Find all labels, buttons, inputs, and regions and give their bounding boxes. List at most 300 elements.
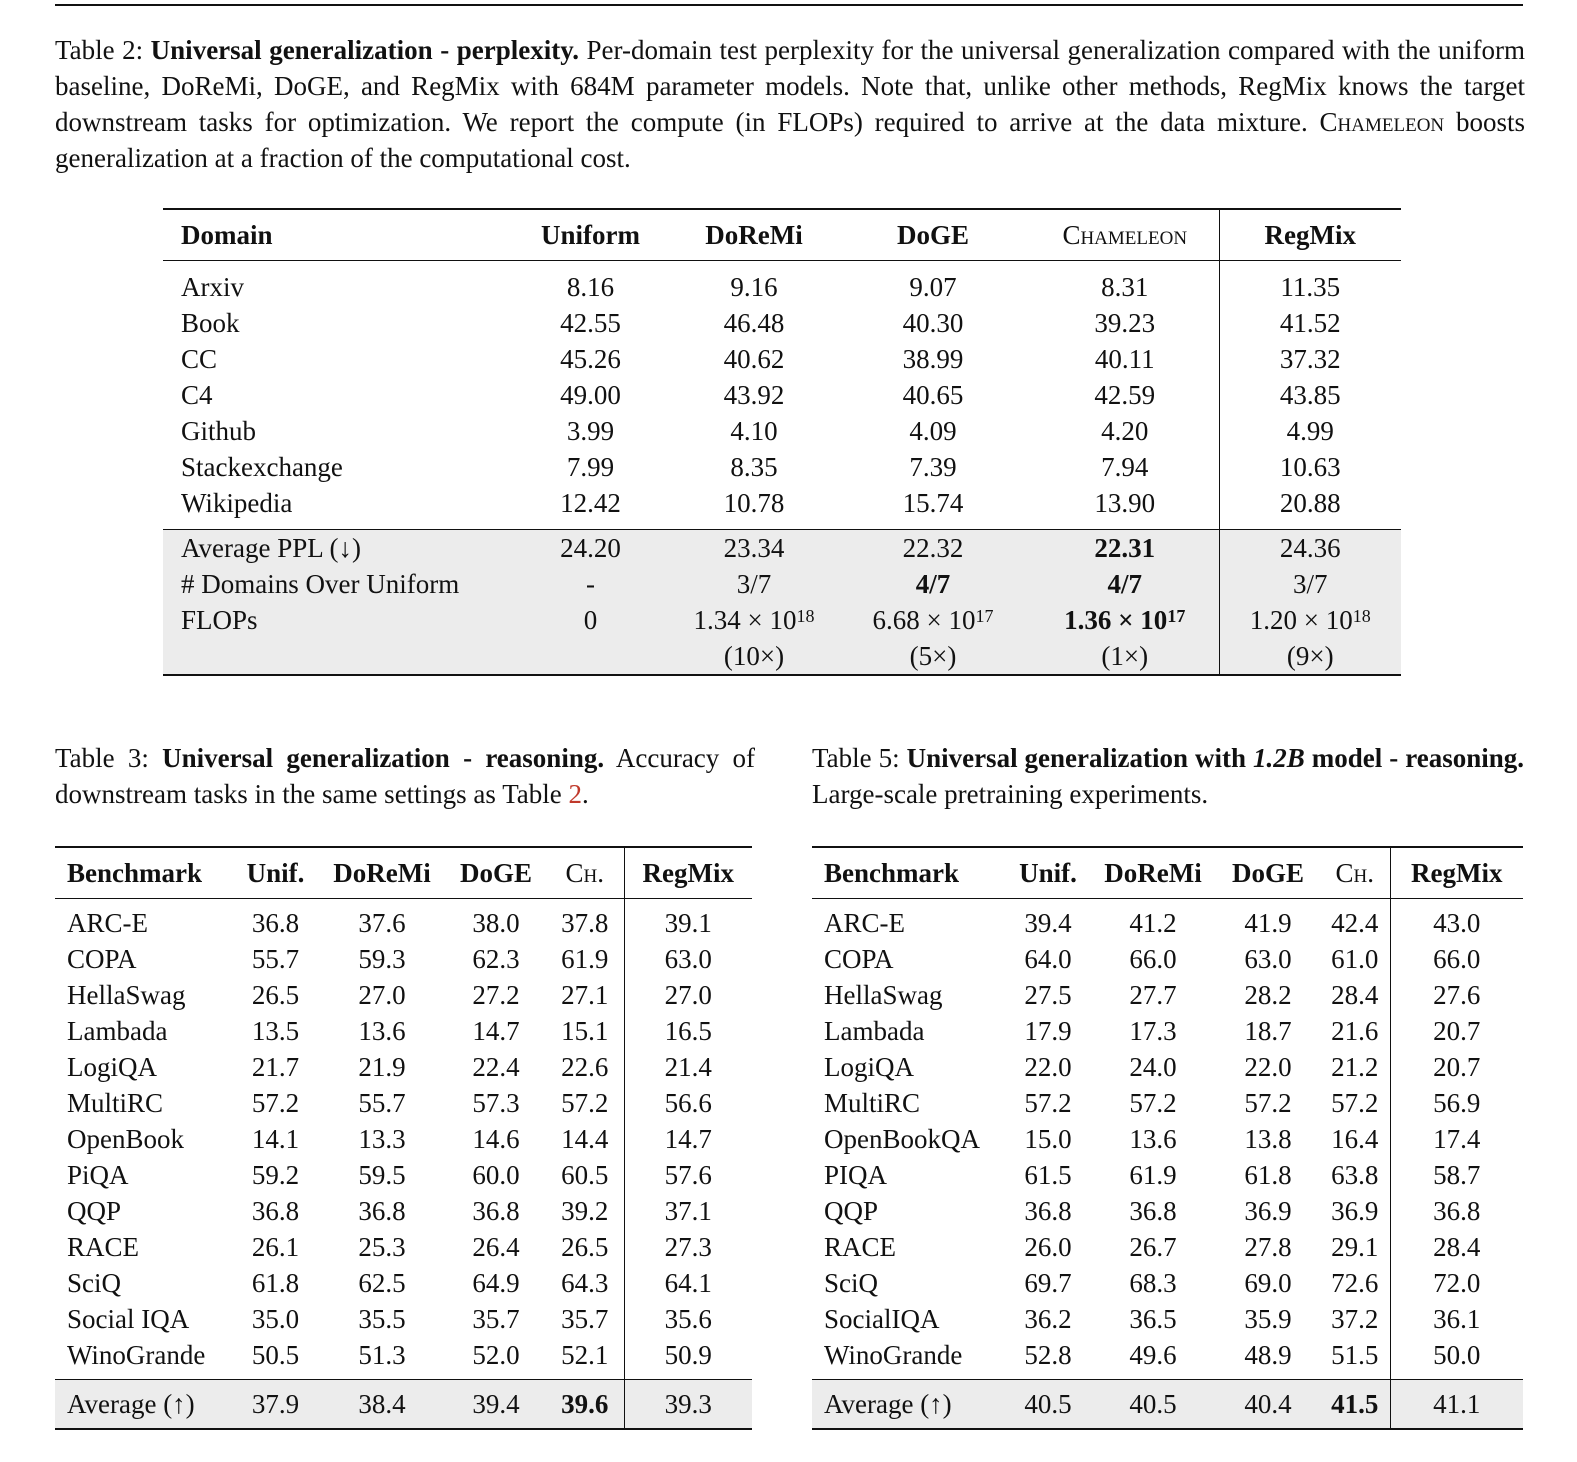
table-cell: 60.5 bbox=[561, 1160, 609, 1190]
table-row bbox=[163, 341, 1401, 377]
row-label: PiQA bbox=[67, 1160, 129, 1190]
table-cell: 11.35 bbox=[1219, 269, 1401, 305]
table-cell: 40.5 bbox=[1006, 1380, 1090, 1430]
table-cell: 26.4 bbox=[472, 1232, 520, 1262]
table-cell: 20.7 bbox=[1390, 1049, 1523, 1085]
table-cell: 56.9 bbox=[1390, 1085, 1523, 1121]
table-cell: 10.63 bbox=[1219, 449, 1401, 485]
table-cell: 35.6 bbox=[624, 1301, 752, 1337]
table-cell: 64.1 bbox=[624, 1265, 752, 1301]
table-row bbox=[812, 1013, 1523, 1049]
table-row bbox=[812, 1265, 1523, 1301]
table3-header-doge: DoGE bbox=[459, 857, 532, 888]
table-cell: 59.5 bbox=[358, 1160, 406, 1190]
table-cell: 57.2 bbox=[1129, 1088, 1177, 1118]
table-cell: 45.26 bbox=[560, 344, 621, 374]
table-cell: 21.9 bbox=[358, 1052, 406, 1082]
table-cell: 36.8 bbox=[251, 908, 300, 938]
table-cell: 16.4 bbox=[1331, 1124, 1379, 1154]
row-label: Github bbox=[181, 416, 257, 446]
table-cell: 39.2 bbox=[561, 1196, 609, 1226]
table-cell: 36.2 bbox=[1024, 1304, 1072, 1334]
table3-header-benchmark: Benchmark bbox=[67, 857, 202, 888]
row-label: QQP bbox=[824, 1196, 879, 1226]
table5-caption-title-a: Universal generalization with bbox=[906, 743, 1247, 773]
table-cell: 23.34 bbox=[673, 530, 835, 567]
row-label: LogiQA bbox=[67, 1052, 157, 1082]
table-cell: 13.6 bbox=[1129, 1124, 1177, 1154]
table3-avg-row bbox=[55, 1380, 752, 1430]
table-cell: 14.7 bbox=[624, 1121, 752, 1157]
table5-header-unif: Unif. bbox=[1019, 857, 1077, 888]
table-cell: 14.7 bbox=[472, 1016, 520, 1046]
table-cell: 28.4 bbox=[1390, 1229, 1523, 1265]
table-cell: 64.3 bbox=[561, 1268, 609, 1298]
table-cell: 21.7 bbox=[251, 1052, 300, 1082]
table-row bbox=[55, 1013, 752, 1049]
table-cell: (10×) bbox=[673, 638, 835, 675]
table-cell: 68.3 bbox=[1129, 1268, 1177, 1298]
table2-header-doremi: DoReMi bbox=[705, 219, 803, 250]
table-cell-best: 4/7 bbox=[1031, 566, 1219, 602]
table-cell: 26.5 bbox=[251, 980, 300, 1010]
table-cell: 27.5 bbox=[1024, 980, 1072, 1010]
table-cell: 64.0 bbox=[1024, 944, 1072, 974]
table3-caption-text: Accuracy of downstream tasks in the same settings as Table bbox=[55, 743, 756, 809]
table-row bbox=[812, 977, 1523, 1013]
table-cell: 48.9 bbox=[1244, 1340, 1292, 1370]
table-row bbox=[812, 1301, 1523, 1337]
table-cell: 55.7 bbox=[358, 1088, 406, 1118]
row-label: MultiRC bbox=[67, 1088, 164, 1118]
table-cell: 39.1 bbox=[624, 905, 752, 941]
table3-header-doremi: DoReMi bbox=[333, 857, 431, 888]
table-cell: 63.0 bbox=[624, 941, 752, 977]
table-cell: 26.1 bbox=[251, 1232, 300, 1262]
table2-header-uniform: Uniform bbox=[541, 219, 640, 250]
row-label: RACE bbox=[67, 1232, 140, 1262]
table-cell: 26.5 bbox=[561, 1232, 609, 1262]
table-cell-best: 22.31 bbox=[1031, 530, 1219, 567]
table-row bbox=[812, 1337, 1523, 1373]
table-row bbox=[55, 1121, 752, 1157]
table-cell: 13.5 bbox=[251, 1016, 300, 1046]
table5-header-row bbox=[812, 847, 1523, 899]
table-cell: 37.8 bbox=[561, 908, 609, 938]
table3-body bbox=[55, 905, 752, 1373]
row-label: OpenBookQA bbox=[824, 1124, 980, 1154]
table-cell-flops-best bbox=[1031, 602, 1219, 638]
table-cell: 26.7 bbox=[1129, 1232, 1177, 1262]
table-cell: 4.09 bbox=[909, 416, 957, 446]
flops-exponent: 18 bbox=[1352, 606, 1371, 626]
table-cell: 72.6 bbox=[1331, 1268, 1379, 1298]
table-cell: 59.3 bbox=[358, 944, 406, 974]
table-cell: 13.3 bbox=[358, 1124, 406, 1154]
table2-domains-label: # Domains Over Uniform bbox=[163, 566, 508, 602]
table-cell: 13.6 bbox=[358, 1016, 406, 1046]
table-row bbox=[812, 941, 1523, 977]
table-cell: 43.0 bbox=[1390, 905, 1523, 941]
table-row bbox=[55, 1337, 752, 1373]
table-cell: 56.6 bbox=[624, 1085, 752, 1121]
table-cell: 20.7 bbox=[1390, 1013, 1523, 1049]
table-row bbox=[55, 1049, 752, 1085]
table-cell: 39.4 bbox=[446, 1380, 546, 1430]
table-cell: (9×) bbox=[1219, 638, 1401, 675]
table5-header-doremi: DoReMi bbox=[1104, 857, 1202, 888]
table2-avg-row bbox=[163, 530, 1401, 567]
table-cell: 57.2 bbox=[251, 1088, 300, 1118]
row-label: QQP bbox=[67, 1196, 122, 1226]
table-cell: 40.30 bbox=[902, 308, 964, 338]
table-row bbox=[812, 1121, 1523, 1157]
table-row bbox=[812, 905, 1523, 941]
table-cell: 43.85 bbox=[1219, 377, 1401, 413]
table-cell: 42.59 bbox=[1094, 380, 1156, 410]
row-label: Wikipedia bbox=[181, 488, 293, 518]
table-cell: 9.16 bbox=[730, 272, 778, 302]
table-cell: 22.0 bbox=[1024, 1052, 1072, 1082]
row-label: Social IQA bbox=[67, 1304, 190, 1334]
table3-caption-label: Table 3: bbox=[55, 743, 149, 773]
table-cell: 63.0 bbox=[1244, 944, 1292, 974]
table-row bbox=[55, 1229, 752, 1265]
table-cell: 29.1 bbox=[1331, 1232, 1379, 1262]
table-cell: 15.0 bbox=[1024, 1124, 1072, 1154]
table-cell: 57.3 bbox=[472, 1088, 520, 1118]
table-cell: 17.4 bbox=[1390, 1121, 1523, 1157]
table-cell: 24.36 bbox=[1219, 530, 1401, 567]
table-cell: 40.65 bbox=[902, 380, 964, 410]
table-cell: 39.4 bbox=[1024, 908, 1072, 938]
table-cell: 57.2 bbox=[1024, 1088, 1072, 1118]
table-cell: 37.6 bbox=[358, 908, 406, 938]
table3-header-unif: Unif. bbox=[246, 857, 305, 888]
table3-avg-label: Average (↑) bbox=[55, 1380, 233, 1430]
row-label: SciQ bbox=[824, 1268, 878, 1298]
table-cell-best: 41.5 bbox=[1320, 1380, 1390, 1430]
table-cell: 62.5 bbox=[358, 1268, 406, 1298]
table-cell: 3/7 bbox=[673, 566, 835, 602]
row-label: WinoGrande bbox=[824, 1340, 963, 1370]
table-row bbox=[55, 1193, 752, 1229]
table-cell: 28.2 bbox=[1244, 980, 1292, 1010]
table-cell: 49.6 bbox=[1129, 1340, 1177, 1370]
table-cell: 27.3 bbox=[624, 1229, 752, 1265]
table-cell: 35.9 bbox=[1244, 1304, 1292, 1334]
table-cell: 72.0 bbox=[1390, 1265, 1523, 1301]
table5-reasoning-1.2b bbox=[812, 846, 1523, 1430]
table-cell: 27.8 bbox=[1244, 1232, 1292, 1262]
table2-domains-row bbox=[163, 566, 1401, 602]
table-cell: 57.2 bbox=[1331, 1088, 1379, 1118]
table-cell: 51.5 bbox=[1331, 1340, 1379, 1370]
table-cell: 15.1 bbox=[561, 1016, 609, 1046]
row-label: Stackexchange bbox=[181, 452, 343, 482]
table-cell: 38.4 bbox=[318, 1380, 446, 1430]
row-label: CC bbox=[181, 344, 218, 374]
flops-exponent: 18 bbox=[796, 606, 815, 626]
table-cell: 64.9 bbox=[472, 1268, 520, 1298]
table-row bbox=[163, 269, 1401, 305]
row-label: Book bbox=[181, 308, 240, 338]
table-cell: 12.42 bbox=[560, 488, 621, 518]
table-cell: 52.1 bbox=[561, 1340, 609, 1370]
table-cell: 69.0 bbox=[1244, 1268, 1292, 1298]
row-label: Lambada bbox=[824, 1016, 925, 1046]
table-cell: 35.7 bbox=[561, 1304, 609, 1334]
table-cell: 7.99 bbox=[566, 452, 615, 482]
flops-mantissa: 1.34 × 10 bbox=[693, 605, 797, 635]
row-label: OpenBook bbox=[67, 1124, 184, 1154]
table2-body bbox=[163, 269, 1401, 521]
table-cell: 18.7 bbox=[1244, 1016, 1292, 1046]
row-label: MultiRC bbox=[824, 1088, 921, 1118]
table-cell: 10.78 bbox=[723, 488, 785, 518]
row-label: SciQ bbox=[67, 1268, 121, 1298]
table-cell: 61.0 bbox=[1331, 944, 1379, 974]
table-cell: 35.5 bbox=[358, 1304, 406, 1334]
table-cell: 38.0 bbox=[472, 908, 520, 938]
table-cell: 27.1 bbox=[561, 980, 609, 1010]
table-cell: 35.7 bbox=[472, 1304, 520, 1334]
table-cell: (5×) bbox=[835, 638, 1031, 675]
table-cell: 61.8 bbox=[1244, 1160, 1292, 1190]
table-cell: 9.07 bbox=[909, 272, 957, 302]
table-cell: 69.7 bbox=[1024, 1268, 1072, 1298]
table-cell: 36.5 bbox=[1129, 1304, 1177, 1334]
page-top-rule bbox=[55, 4, 1523, 6]
table-cell: 27.2 bbox=[472, 980, 520, 1010]
table-cell-flops bbox=[1219, 602, 1401, 638]
row-label: C4 bbox=[181, 380, 213, 410]
table-cell: 24.20 bbox=[508, 530, 673, 567]
row-label: WinoGrande bbox=[67, 1340, 206, 1370]
table-cell: 25.3 bbox=[358, 1232, 406, 1262]
table-cell: 50.9 bbox=[624, 1337, 752, 1373]
table-cell: 66.0 bbox=[1129, 944, 1177, 974]
table-cell: 14.1 bbox=[251, 1124, 300, 1154]
table2-header-domain: Domain bbox=[181, 219, 273, 250]
table2-ratio-row bbox=[163, 638, 1401, 675]
table-cell: 37.2 bbox=[1331, 1304, 1379, 1334]
row-label: COPA bbox=[67, 944, 137, 974]
table-cell: 4.20 bbox=[1101, 416, 1149, 446]
table3-header-regmix: RegMix bbox=[624, 847, 752, 899]
table2-caption-label: Table 2: bbox=[55, 35, 144, 65]
table-cell: 50.5 bbox=[251, 1340, 300, 1370]
table-cell: 37.1 bbox=[624, 1193, 752, 1229]
table2-caption-tail: boosts generalization at a fraction of the computational cost. bbox=[55, 107, 1525, 173]
table-cell: 24.0 bbox=[1129, 1052, 1177, 1082]
table-cell: 66.0 bbox=[1390, 941, 1523, 977]
table-cell: 36.9 bbox=[1331, 1196, 1379, 1226]
table-cell: 42.4 bbox=[1331, 908, 1379, 938]
flops-exponent: 17 bbox=[975, 606, 994, 626]
table-cell: 39.23 bbox=[1094, 308, 1156, 338]
table5-header-doge: DoGE bbox=[1231, 857, 1304, 888]
table-cell: 63.8 bbox=[1331, 1160, 1379, 1190]
table5-header-regmix: RegMix bbox=[1390, 847, 1523, 899]
row-label: RACE bbox=[824, 1232, 897, 1262]
table-cell: 36.8 bbox=[472, 1196, 520, 1226]
table-cell: 7.39 bbox=[909, 452, 957, 482]
table-cell: 21.4 bbox=[624, 1049, 752, 1085]
row-label: PIQA bbox=[824, 1160, 888, 1190]
table-cell: 4.99 bbox=[1219, 413, 1401, 449]
table-cell: 4.10 bbox=[730, 416, 778, 446]
table3-caption: Table 3: Universal generalization - reasoning. Accuracy of downstream tasks in the same settings as Table 2. bbox=[55, 743, 756, 809]
table-row bbox=[812, 1229, 1523, 1265]
row-label: ARC-E bbox=[824, 908, 905, 938]
table-cell: 36.8 bbox=[1129, 1196, 1177, 1226]
row-label: HellaSwag bbox=[67, 980, 186, 1010]
row-label: Arxiv bbox=[181, 272, 244, 302]
table-cell: 27.0 bbox=[624, 977, 752, 1013]
table3-caption-title: Universal generalization - reasoning. bbox=[162, 743, 605, 773]
table2-caption-method: Chameleon bbox=[1319, 107, 1445, 137]
table-cell: 49.00 bbox=[560, 380, 621, 410]
table-row bbox=[163, 485, 1401, 521]
table-cell: 57.6 bbox=[624, 1157, 752, 1193]
table-row bbox=[812, 1157, 1523, 1193]
row-label: HellaSwag bbox=[824, 980, 943, 1010]
table-cell: 3.99 bbox=[566, 416, 615, 446]
table-cell: 59.2 bbox=[251, 1160, 300, 1190]
table-cell: 55.7 bbox=[251, 944, 300, 974]
table-cell: 62.3 bbox=[472, 944, 520, 974]
table-cell: 50.0 bbox=[1390, 1337, 1523, 1373]
table2-avg-label: Average PPL (↓) bbox=[163, 530, 508, 567]
table-cell: 61.9 bbox=[561, 944, 609, 974]
table5-caption-title-b: model - reasoning. bbox=[1311, 743, 1525, 773]
table2-caption bbox=[55, 32, 1525, 176]
table-cell: 38.99 bbox=[902, 344, 964, 374]
table-cell: 36.8 bbox=[358, 1196, 406, 1226]
table-cell: 39.3 bbox=[624, 1380, 752, 1430]
row-label: SocialIQA bbox=[824, 1304, 940, 1334]
table-cell: 36.8 bbox=[1024, 1196, 1072, 1226]
table-cell: 40.62 bbox=[723, 344, 785, 374]
table5-header-benchmark: Benchmark bbox=[824, 857, 959, 888]
table-cell: 22.4 bbox=[472, 1052, 520, 1082]
table2-caption-text: Per-domain test perplexity for the universal generalization compared with the uniform baseline, DoReMi, DoGE, and RegMix with 684M parameter models. Note that, unlike other methods, RegMix knows the target downstream tasks for optimization. We report the compute (in FLOPs) required to arrive at the data mixture. bbox=[55, 35, 1526, 137]
table-cell: 13.90 bbox=[1094, 488, 1156, 518]
table-cell: 52.0 bbox=[472, 1340, 520, 1370]
table-cell: 3/7 bbox=[1219, 566, 1401, 602]
table-cell: 7.94 bbox=[1101, 452, 1149, 482]
table2-header-row bbox=[163, 209, 1401, 261]
table-cell: (1×) bbox=[1031, 638, 1219, 675]
row-label: COPA bbox=[824, 944, 894, 974]
table-cell: 51.3 bbox=[358, 1340, 406, 1370]
table-row bbox=[163, 377, 1401, 413]
table5-avg-label: Average (↑) bbox=[812, 1380, 1006, 1430]
table-cell-flops bbox=[835, 602, 1031, 638]
table5-header-ch: Ch. bbox=[1335, 857, 1374, 888]
table-cell: 41.1 bbox=[1390, 1380, 1523, 1430]
row-label: Lambada bbox=[67, 1016, 168, 1046]
table-cell: 26.0 bbox=[1024, 1232, 1072, 1262]
table2-flops-label: FLOPs bbox=[163, 602, 508, 638]
table-cell: 27.0 bbox=[358, 980, 406, 1010]
table-cell-flops bbox=[673, 602, 835, 638]
table-cell: 21.6 bbox=[1331, 1016, 1379, 1046]
table-cell: 41.52 bbox=[1219, 305, 1401, 341]
table-cell: 61.5 bbox=[1024, 1160, 1072, 1190]
table3-caption-ref-link[interactable]: 2 bbox=[568, 779, 583, 809]
table2-perplexity bbox=[163, 208, 1401, 676]
table-row bbox=[163, 413, 1401, 449]
table2-caption-title: Universal generalization - perplexity. bbox=[150, 35, 579, 65]
table-cell: 37.32 bbox=[1219, 341, 1401, 377]
table-row bbox=[163, 305, 1401, 341]
table-cell: 40.11 bbox=[1094, 344, 1155, 374]
table-cell: 8.16 bbox=[566, 272, 615, 302]
table-row bbox=[55, 1157, 752, 1193]
table-row bbox=[55, 977, 752, 1013]
table5-caption-label: Table 5: bbox=[812, 743, 900, 773]
table2-header-regmix: RegMix bbox=[1219, 209, 1401, 261]
table-cell: 0 bbox=[508, 602, 673, 638]
table-cell: 42.55 bbox=[560, 308, 621, 338]
table-cell: 61.8 bbox=[251, 1268, 300, 1298]
table-cell: 41.2 bbox=[1129, 908, 1177, 938]
table5-caption-text: Large-scale pretraining experiments. bbox=[812, 779, 1209, 809]
table-cell: 43.92 bbox=[723, 380, 785, 410]
table2-flops-row bbox=[163, 602, 1401, 638]
table-cell: 61.9 bbox=[1129, 1160, 1177, 1190]
table-cell: 40.4 bbox=[1216, 1380, 1320, 1430]
table-cell: - bbox=[508, 566, 673, 602]
table-row bbox=[55, 941, 752, 977]
table-cell: 57.2 bbox=[1244, 1088, 1292, 1118]
table-cell: 57.2 bbox=[561, 1088, 609, 1118]
table3-header-row bbox=[55, 847, 752, 899]
table-row bbox=[163, 449, 1401, 485]
table-cell: 14.6 bbox=[472, 1124, 520, 1154]
table5-avg-row bbox=[812, 1380, 1523, 1430]
table5-caption-title-italic: 1.2B bbox=[1253, 743, 1305, 773]
table-cell: 36.8 bbox=[251, 1196, 300, 1226]
flops-exponent: 17 bbox=[1167, 606, 1186, 626]
table-cell: 35.0 bbox=[251, 1304, 300, 1334]
table-cell: 14.4 bbox=[561, 1124, 609, 1154]
table-cell: 58.7 bbox=[1390, 1157, 1523, 1193]
table-cell: 40.5 bbox=[1090, 1380, 1216, 1430]
table-row bbox=[55, 1085, 752, 1121]
flops-mantissa: 6.68 × 10 bbox=[872, 605, 976, 635]
table5-caption bbox=[812, 740, 1524, 812]
table-cell: 17.9 bbox=[1024, 1016, 1072, 1046]
table-cell: 41.9 bbox=[1244, 908, 1292, 938]
table-row bbox=[55, 1265, 752, 1301]
table-cell: 8.31 bbox=[1101, 272, 1149, 302]
table-cell: 22.0 bbox=[1244, 1052, 1292, 1082]
table-cell: 27.6 bbox=[1390, 977, 1523, 1013]
flops-mantissa: 1.36 × 10 bbox=[1064, 605, 1168, 635]
table-cell: 16.5 bbox=[624, 1013, 752, 1049]
table-cell: 37.9 bbox=[233, 1380, 318, 1430]
table-cell: 13.8 bbox=[1244, 1124, 1292, 1154]
table-cell: 22.32 bbox=[835, 530, 1031, 567]
table-row bbox=[812, 1085, 1523, 1121]
table-cell: 21.2 bbox=[1331, 1052, 1379, 1082]
flops-mantissa: 1.20 × 10 bbox=[1249, 605, 1353, 635]
table2-header-chameleon: Chameleon bbox=[1062, 219, 1188, 250]
table-row bbox=[55, 1301, 752, 1337]
